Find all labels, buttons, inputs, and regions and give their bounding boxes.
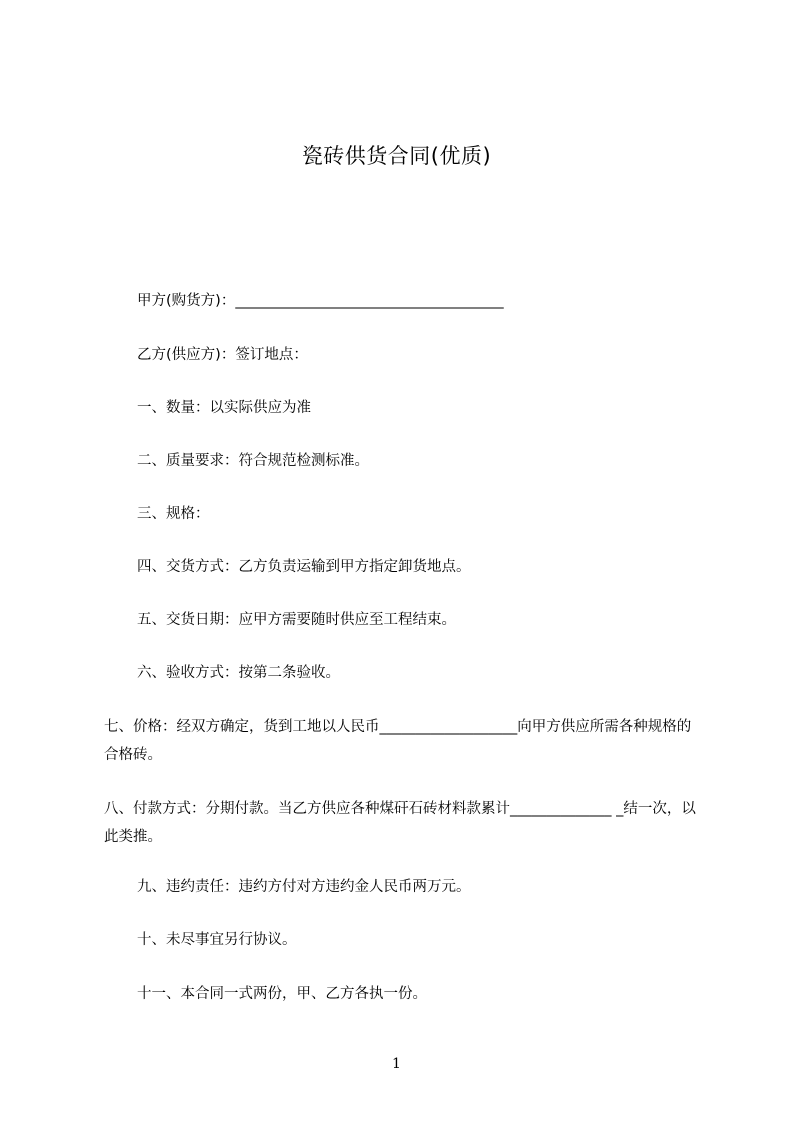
clause-acceptance: 六、验收方式：按第二条验收。 (137, 665, 340, 681)
page-number: 1 (392, 1056, 401, 1072)
clause-specification: 三、规格： (137, 506, 210, 522)
clause-quality: 二、质量要求：符合规范检测标准。 (137, 453, 369, 469)
party-a-line: 甲方(购货方)：_____________________________________ (137, 293, 504, 309)
clause-copies: 十一、本合同一式两份，甲、乙方各执一份。 (137, 986, 427, 1002)
clause-payment: 八、付款方式：分期付款。当乙方供应各种煤矸石砖材料款累计______________ _结一次，以此类推。 (104, 801, 696, 845)
clause-other-matters: 十、未尽事宜另行协议。 (137, 932, 297, 948)
document-title: 瓷砖供货合同(优质) (301, 144, 492, 168)
clause-quantity: 一、数量：以实际供应为准 (137, 400, 311, 416)
clause-delivery-date: 五、交货日期：应甲方需要随时供应至工程结束。 (137, 612, 456, 628)
clause-breach: 九、违约责任：违约方付对方违约金人民币两万元。 (137, 879, 471, 895)
clause-price: 七、价格：经双方确定，货到工地以人民币___________________向甲方供应所需各种规格的合格砖。 (104, 719, 692, 763)
clause-delivery-method: 四、交货方式：乙方负责运输到甲方指定卸货地点。 (137, 559, 471, 575)
party-b-line: 乙方(供应方)：签订地点： (137, 347, 308, 363)
